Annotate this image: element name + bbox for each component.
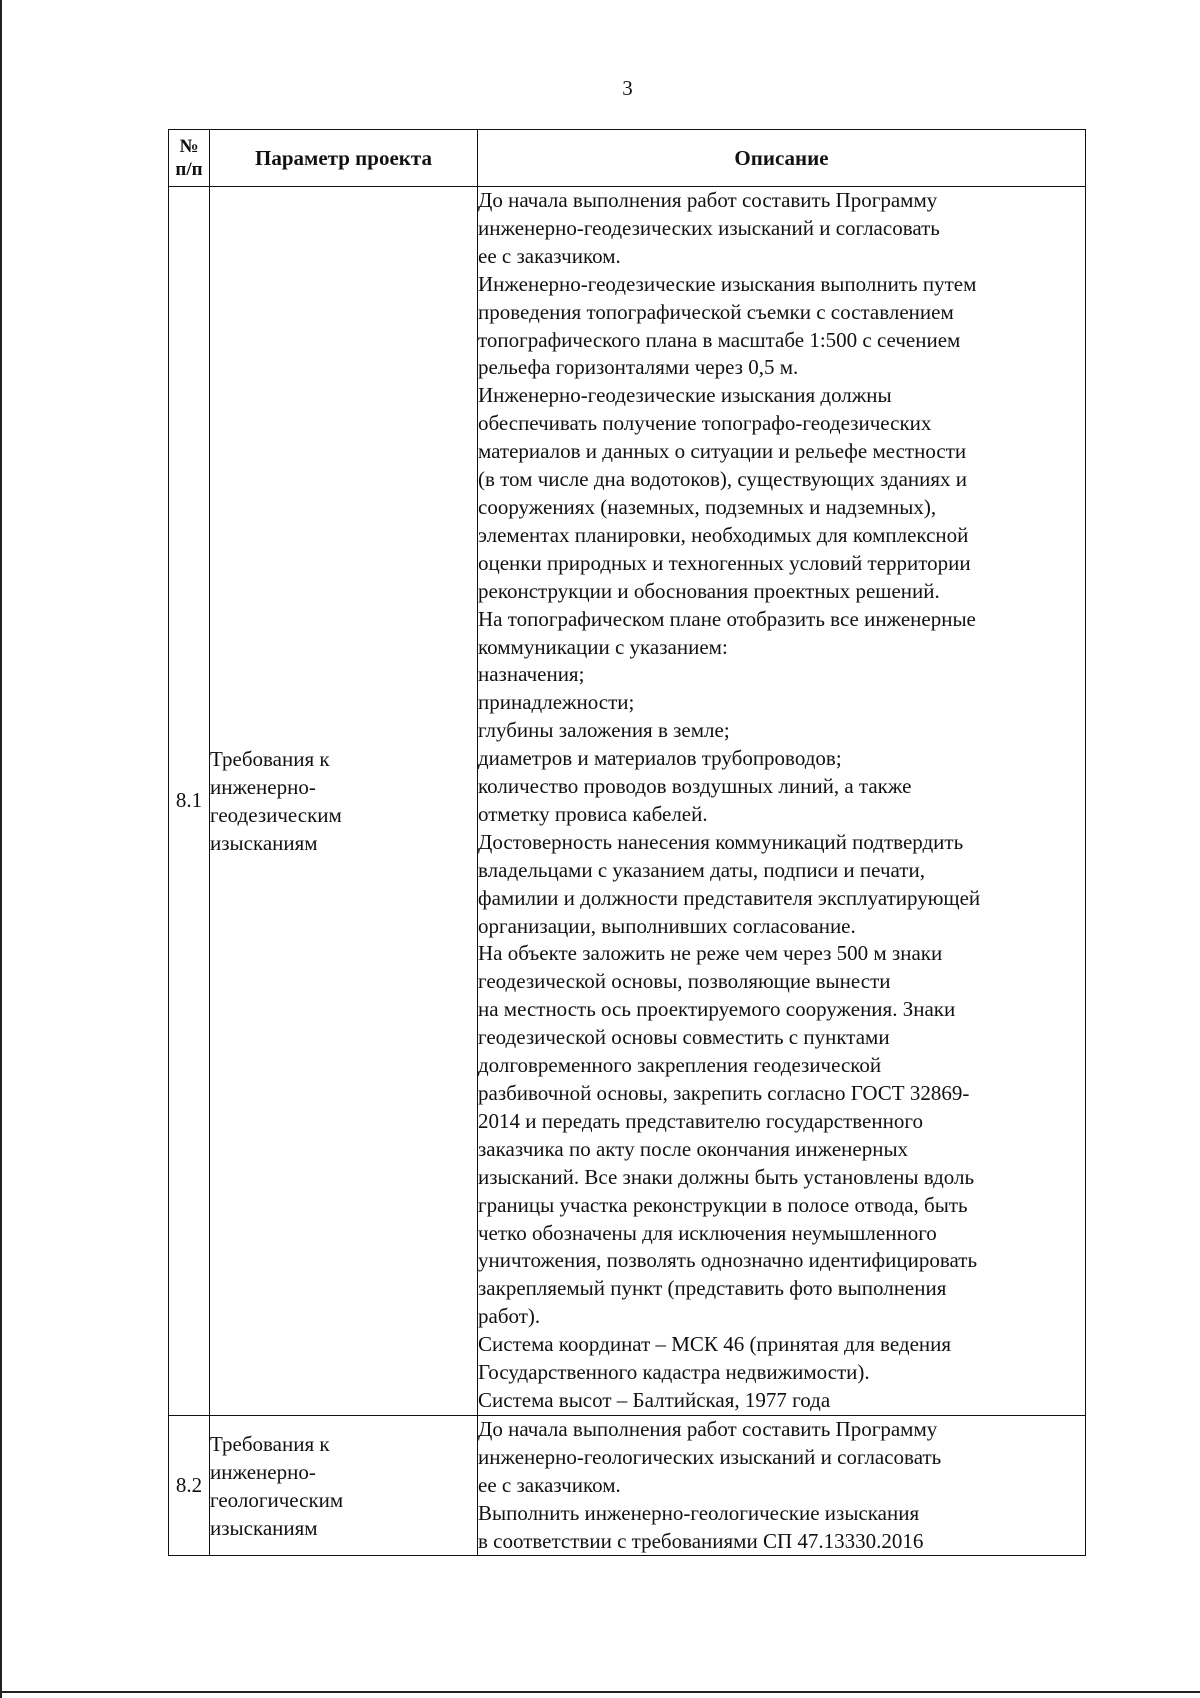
parameter-line: геодезическим [210,802,342,827]
description-line: На объекте заложить не реже чем через 500 м знаки [478,941,943,966]
page-number: 3 [622,76,633,100]
header-description: Описание [478,130,1086,187]
description-line: заказчика по акту после окончания инженерных [478,1136,909,1161]
description-line: количество проводов воздушных линий, а также [478,774,912,799]
description-line: отметку провиса кабелей. [478,801,708,826]
row-description [478,1415,1086,1556]
description-line: До начала выполнения работ составить Программу [478,188,938,212]
row-parameter [210,187,478,1416]
description-line: Инженерно-геодезические изыскания выполнить путем [478,271,977,296]
description-line: фамилии и должности представителя эксплуатирующей [478,885,981,910]
description-line: материалов и данных о ситуации и рельефе местности [478,439,967,464]
description-line: рельефа горизонталями через 0,5 м. [478,355,799,380]
description-line: геодезической основы, позволяющие вынести [478,969,891,994]
description-line: Государственного кадастра недвижимости). [478,1360,870,1385]
description-line: глубины заложения в земле; [478,718,730,743]
scan-edge-bottom [0,1691,1200,1693]
description-line: уничтожения, позволять однозначно идентифицировать [478,1248,978,1273]
description-line: оценки природных и техногенных условий территории [478,550,971,575]
row-number: 8.1 [169,187,210,1416]
description-line: До начала выполнения работ составить Программу [478,1416,938,1441]
description-line: организации, выполнивших согласование. [478,913,856,938]
description-line: (в том числе дна водотоков), существующих зданиях и [478,467,968,492]
description-line: Система высот – Балтийская, 1977 года [478,1387,831,1412]
description-line: сооружениях (наземных, подземных и надземных), [478,494,937,519]
description-line: Достоверность нанесения коммуникаций подтвердить [478,829,964,854]
description-line: работ). [478,1304,541,1329]
description-line: На топографическом плане отобразить все инженерные [478,606,976,631]
description-line: реконструкции и обоснования проектных решений. [478,578,940,603]
description-line: принадлежности; [478,690,635,715]
description-line: изысканий. Все знаки должны быть установлены вдоль [478,1164,975,1189]
table-row [169,187,1086,1416]
description-line: 2014 и передать представителю государственного [478,1108,923,1133]
table-header-row [169,130,1086,187]
parameter-line: геологическим [210,1487,344,1512]
description-line: назначения; [478,662,585,687]
description-line: ее с заказчиком. [478,1472,621,1497]
parameter-line: инженерно- [210,774,316,799]
parameter-line: изысканиям [210,830,318,855]
parameter-line: инженерно- [210,1459,316,1484]
description-line: четко обозначены для исключения неумышленного [478,1220,937,1245]
row-number: 8.2 [169,1415,210,1556]
description-line: долговременного закрепления геодезической [478,1053,882,1078]
description-line: проведения топографической съемки с составлением [478,299,954,324]
description-line: закрепляемый пункт (представить фото выполнения [478,1276,947,1301]
description-line: обеспечивать получение топографо-геодезических [478,411,932,436]
description-line: элементах планировки, необходимых для комплексной [478,522,969,547]
description-line: инженерно-геодезических изысканий и согласовать [478,215,940,240]
header-number [169,130,210,187]
parameter-line: Требования к [210,746,330,771]
row-parameter [210,1415,478,1556]
description-line: разбивочной основы, закрепить согласно ГОСТ 32869- [478,1081,970,1105]
description-line: Система координат – МСК 46 (принятая для ведения [478,1332,952,1357]
description-line: владельцами с указанием даты, подписи и печати, [478,857,925,882]
description-line: инженерно-геологических изысканий и согласовать [478,1444,942,1469]
description-line: диаметров и материалов трубопроводов; [478,746,842,771]
parameter-line: изысканиям [210,1515,318,1540]
header-number-line2: п/п [175,159,203,180]
description-line: в соответствии с требованиями СП 47.13330.2016 [478,1528,924,1553]
requirements-table [168,129,1086,1556]
description-line: Выполнить инженерно-геологические изыскания [478,1500,920,1525]
header-number-line1: № [179,136,199,157]
row-description [478,187,1086,1416]
description-line: границы участка реконструкции в полосе отвода, быть [478,1192,968,1217]
description-line: ее с заказчиком. [478,243,621,268]
description-line: геодезической основы совместить с пунктами [478,1025,890,1050]
header-parameter: Параметр проекта [210,130,478,187]
description-line: коммуникации с указанием: [478,634,728,659]
scan-edge-left [0,0,2,1698]
description-line: Инженерно-геодезические изыскания должны [478,383,892,408]
parameter-line: Требования к [210,1431,330,1456]
table-row [169,1415,1086,1556]
description-line: топографического плана в масштабе 1:500 с сечением [478,327,961,352]
description-line: на местность ось проектируемого сооружения. Знаки [478,997,956,1022]
